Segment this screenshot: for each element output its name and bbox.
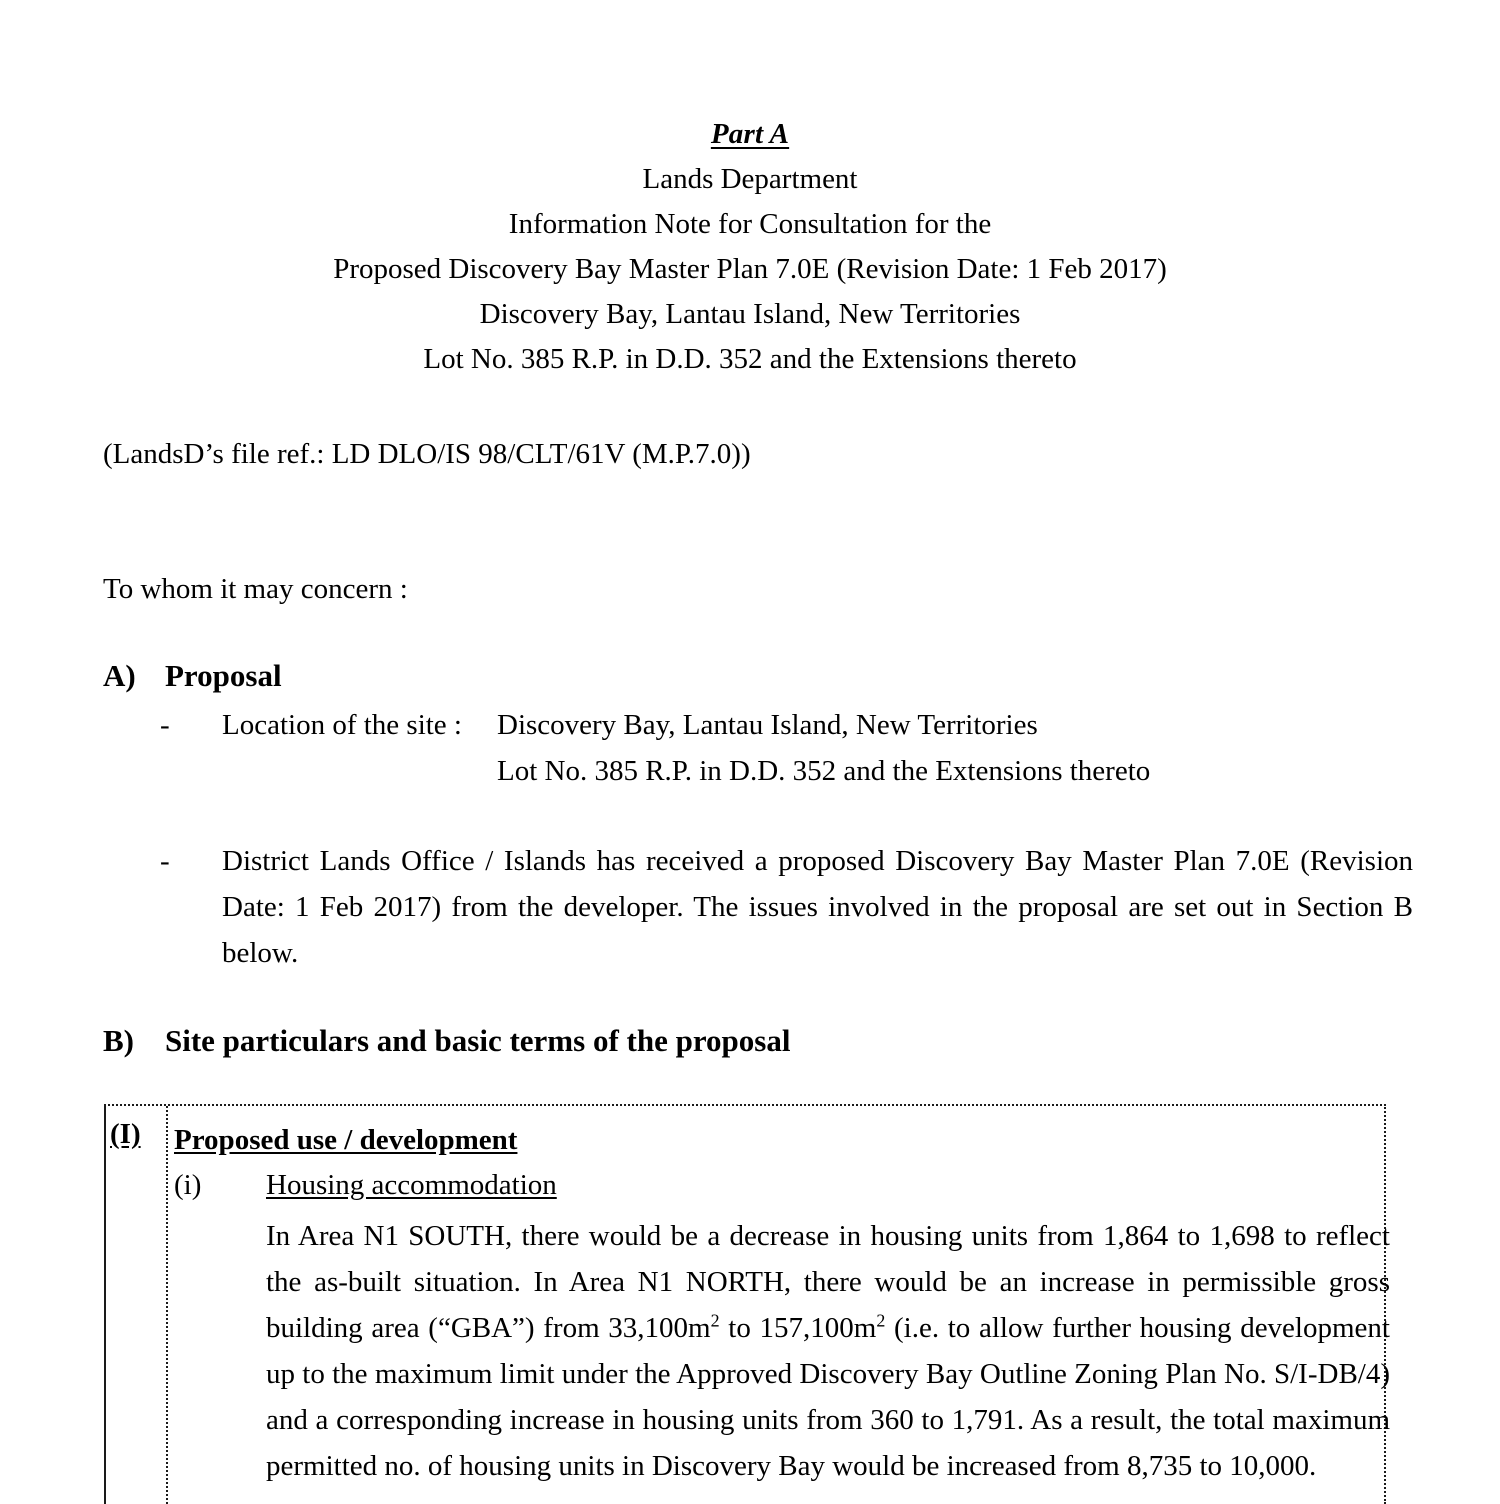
title-line-location: Discovery Bay, Lantau Island, New Territories — [479, 298, 1021, 330]
para-segment-2: to 157,100m — [719, 1312, 877, 1344]
location-label: Location of the site : — [222, 709, 462, 741]
section-a-letter: A) — [103, 658, 136, 693]
housing-accommodation-paragraph — [266, 1213, 1390, 1489]
table-row — [174, 1118, 1390, 1489]
bullet-dash-icon: - — [160, 845, 170, 877]
bullet-dlo-received-plan — [160, 838, 1413, 976]
list-item — [174, 1162, 1390, 1489]
sub-item-marker: (i) — [174, 1169, 202, 1201]
title-line-master-plan: Proposed Discovery Bay Master Plan 7.0E (Revision Date: 1 Feb 2017) — [333, 253, 1167, 285]
document-title-block — [0, 112, 1500, 382]
table-row-number: (I) — [110, 1118, 141, 1150]
section-a-title: Proposal — [165, 658, 282, 693]
title-line-note-type: Information Note for Consultation for the — [508, 208, 992, 240]
proposed-use-heading: Proposed use / development — [174, 1124, 518, 1156]
part-label: Part A — [710, 118, 790, 150]
site-particulars-table — [104, 1104, 1390, 1504]
title-line-lot: Lot No. 385 R.P. in D.D. 352 and the Extensions thereto — [423, 343, 1077, 375]
housing-accommodation-heading: Housing accommodation — [266, 1169, 557, 1201]
salutation: To whom it may concern : — [103, 573, 408, 605]
section-b-letter: B) — [103, 1023, 134, 1058]
table-cell-heading-wrap — [174, 1118, 1382, 1162]
para-segment-3: (i.e. to allow further housing development up to the maximum limit under the Approved Discovery Bay Outline Zoning Plan No. S/I-DB/4) and a corresponding increase in housing units from 360 to 1,791. As a result, the total maximum permitted no. of housing units in Discovery Bay would be increased from 8,735 to 10,000. — [266, 1312, 1390, 1482]
section-a-heading — [103, 656, 282, 696]
bullet-dash-icon: - — [160, 709, 170, 741]
location-value-line-2: Lot No. 385 R.P. in D.D. 352 and the Extensions thereto — [497, 755, 1151, 787]
table-column-divider — [166, 1106, 168, 1504]
location-value-line-1: Discovery Bay, Lantau Island, New Territories — [497, 709, 1038, 741]
bullet-dlo-text: District Lands Office / Islands has received a proposed Discovery Bay Master Plan 7.0E (Revision Date: 1 Feb 2017) from the developer. The issues involved in the proposal are set out in Section B below. — [222, 845, 1413, 969]
file-reference: (LandsD’s file ref.: LD DLO/IS 98/CLT/61V (M.P.7.0)) — [103, 438, 751, 470]
location-values — [497, 702, 1150, 794]
para-segment-1: In Area N1 SOUTH, there would be a decrease in housing units from 1,864 to 1,698 to reflect the as-built situation. In Area N1 NORTH, there would be an increase in permissible gross building area (“GBA”) from 33,100m — [266, 1220, 1390, 1344]
section-b-title: Site particulars and basic terms of the proposal — [165, 1023, 791, 1058]
sub-heading-wrap — [266, 1162, 1390, 1213]
section-b-heading — [103, 1021, 790, 1061]
superscript-square-2: 2 — [876, 1310, 886, 1331]
sub-item-content — [266, 1162, 1390, 1489]
title-line-department: Lands Department — [642, 163, 858, 195]
superscript-square-1: 2 — [710, 1310, 720, 1331]
